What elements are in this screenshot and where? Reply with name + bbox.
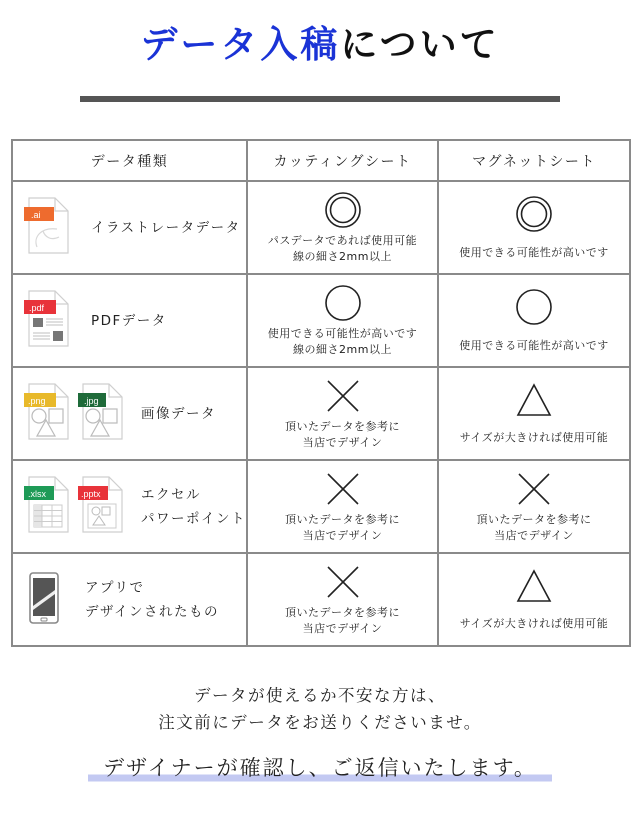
data-type-label: PDFデータ <box>91 312 167 329</box>
cutting-note: パスデータであれば使用可能 線の細さ2mm以上 <box>267 233 418 263</box>
data-type-cell <box>12 274 247 367</box>
circle-icon <box>515 288 553 326</box>
png-file-icon <box>23 383 71 445</box>
title-rest: について <box>340 22 500 66</box>
header-magnet-sheet: マグネットシート <box>438 140 630 181</box>
double-circle-icon <box>515 195 553 233</box>
triangle-icon <box>515 568 553 604</box>
magnet-sheet-cell <box>438 181 630 274</box>
jpg-file-icon <box>77 383 125 445</box>
cutting-sheet-cell <box>247 181 438 274</box>
title-accent: データ入稿 <box>140 22 341 66</box>
cutting-note: 使用できる可能性が高いです 線の細さ2mm以上 <box>267 326 418 356</box>
svg-text:.pdf: .pdf <box>29 302 45 313</box>
data-type-cell <box>12 553 247 646</box>
footer-highlight-message: デザイナーが確認し、ご返信いたします。 <box>88 752 552 784</box>
svg-text:.ai: .ai <box>31 209 41 220</box>
table-row <box>12 274 630 367</box>
title-divider <box>80 96 560 102</box>
page-title <box>0 18 640 70</box>
footer-message <box>0 682 640 736</box>
magnet-sheet-cell <box>438 460 630 553</box>
pdf-file-icon <box>23 290 71 352</box>
table-row <box>12 181 630 274</box>
header-data-type: データ種類 <box>12 140 247 181</box>
cross-icon <box>324 470 362 508</box>
data-type-cell <box>12 460 247 553</box>
pptx-file-icon <box>77 476 125 538</box>
cutting-note: 頂いたデータを参考に 当店でデザイン <box>285 419 400 449</box>
cross-icon <box>324 563 362 601</box>
data-compatibility-table <box>11 139 631 647</box>
table-header-row <box>12 140 630 181</box>
magnet-note: サイズが大きければ使用可能 <box>459 616 609 630</box>
header-cutting-sheet: カッティングシート <box>247 140 438 181</box>
magnet-note: 頂いたデータを参考に 当店でデザイン <box>476 512 592 542</box>
footer-line-1: データが使えるか不安な方は、 <box>194 686 446 705</box>
svg-text:.pptx: .pptx <box>81 488 101 499</box>
cutting-sheet-cell <box>247 367 438 460</box>
magnet-note: 使用できる可能性が高いです <box>459 338 609 352</box>
data-type-label: 画像データ <box>141 405 216 422</box>
cutting-sheet-cell <box>247 274 438 367</box>
magnet-note: サイズが大きければ使用可能 <box>459 430 609 444</box>
double-circle-icon <box>324 191 362 229</box>
magnet-sheet-cell <box>438 553 630 646</box>
cross-icon <box>515 470 553 508</box>
circle-icon <box>324 284 362 322</box>
magnet-sheet-cell <box>438 274 630 367</box>
magnet-note: 使用できる可能性が高いです <box>459 245 609 259</box>
footer-line-2: 注文前にデータをお送りくださいませ。 <box>158 713 482 732</box>
table-row <box>12 553 630 646</box>
table-row <box>12 367 630 460</box>
cutting-sheet-cell <box>247 553 438 646</box>
data-type-label: エクセル パワーポイント <box>141 486 246 527</box>
data-type-cell <box>12 367 247 460</box>
data-type-label: イラストレータデータ <box>91 219 241 236</box>
xlsx-file-icon <box>23 476 71 538</box>
svg-text:.jpg: .jpg <box>84 395 99 406</box>
cross-icon <box>324 377 362 415</box>
ai-file-icon <box>23 197 71 259</box>
svg-text:.xlsx: .xlsx <box>28 488 46 499</box>
svg-text:.png: .png <box>28 395 46 406</box>
data-type-label: アプリで デザインされたもの <box>85 579 220 620</box>
cutting-note: 頂いたデータを参考に 当店でデザイン <box>285 512 400 542</box>
smartphone-icon <box>29 572 59 628</box>
cutting-sheet-cell <box>247 460 438 553</box>
table-row <box>12 460 630 553</box>
triangle-icon <box>515 382 553 418</box>
data-type-cell <box>12 181 247 274</box>
cutting-note: 頂いたデータを参考に 当店でデザイン <box>285 605 400 635</box>
magnet-sheet-cell <box>438 367 630 460</box>
